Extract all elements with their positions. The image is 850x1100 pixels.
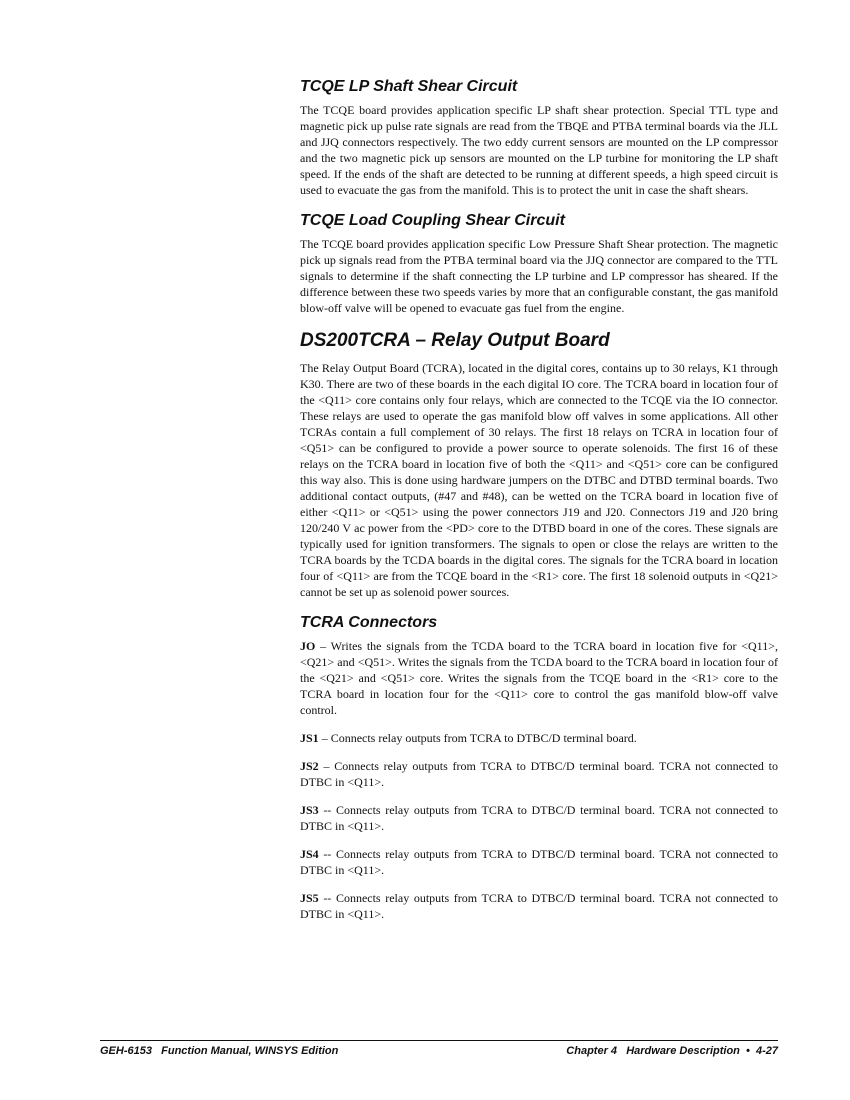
footer-doc-title: GEH-6153 Function Manual, WINSYS Edition bbox=[100, 1045, 339, 1057]
connector-text: Connects relay outputs from TCRA to DTBC/D terminal board. TCRA not connected to DTBC in <Q11>. bbox=[300, 847, 778, 877]
connector-label: JO bbox=[300, 639, 316, 653]
connector-text: Connects relay outputs from TCRA to DTBC/D terminal board. TCRA not connected to DTBC in <Q11>. bbox=[300, 759, 778, 789]
footer-chapter-page: Chapter 4 Hardware Description • 4-27 bbox=[566, 1045, 778, 1057]
connector-label: JS3 bbox=[300, 803, 319, 817]
connector-label: JS2 bbox=[300, 759, 319, 773]
connector-text: Writes the signals from the TCDA board to the TCRA board in location five for <Q11>, <Q21> and <Q51>. Writes the signals from the TCDA board to the TCRA board in location four of the <Q21> and <Q51> core. Writes the signals from the TCQE board in the <R1> core to the TCRA board in location four for the <Q11> core to control the gas manifold blow-off valve control. bbox=[300, 639, 778, 717]
connector-item: JS4 -- Connects relay outputs from TCRA to DTBC/D terminal board. TCRA not connected to DTBC in <Q11>. bbox=[300, 847, 778, 877]
connector-item: JS2 – Connects relay outputs from TCRA to DTBC/D terminal board. TCRA not connected to DTBC in <Q11>. bbox=[300, 759, 778, 789]
connector-label: JS4 bbox=[300, 847, 319, 861]
connector-label: JS5 bbox=[300, 891, 319, 905]
connector-text: Connects relay outputs from TCRA to DTBC/D terminal board. TCRA not connected to DTBC in <Q11>. bbox=[300, 891, 778, 921]
connector-item: JS3 -- Connects relay outputs from TCRA to DTBC/D terminal board. TCRA not connected to DTBC in <Q11>. bbox=[300, 803, 778, 833]
connector-text: Connects relay outputs from TCRA to DTBC/D terminal board. TCRA not connected to DTBC in <Q11>. bbox=[300, 803, 778, 833]
connector-label: JS1 bbox=[300, 731, 319, 745]
section-body: The TCQE board provides application specific LP shaft shear protection. Special TTL type and magnetic pick up pulse rate signals are read from the TBQE and PTBA terminal boards via the JLL and JJQ connectors respectively. The two eddy current sensors are mounted on the LP compressor and the two magnetic pick up sensors are mounted on the LP turbine for monitoring the LP shaft speed. If the ends of the shaft are detected to be running at different speeds, a high speed circuit is used to evacuate the gas from the manifold. This is to protect the unit in case the shaft shears. bbox=[300, 103, 778, 197]
section-body: The TCQE board provides application specific Low Pressure Shaft Shear protection. The magnetic pick up signals read from the PTBA terminal board via the JJQ connector are compared to the TTL signals to determine if the shaft connecting the LP turbine and LP compressor has sheared. If the difference between these two speeds varies by more that an configurable constant, the gas manifold blow-off valve will be opened to evacuate gas fuel from the engine. bbox=[300, 237, 778, 315]
section-heading: TCQE LP Shaft Shear Circuit bbox=[300, 78, 518, 95]
section-relay-output-board bbox=[300, 330, 778, 600]
connector-item: JO – Writes the signals from the TCDA board to the TCRA board in location five for <Q11>, <Q21> and <Q51>. Writes the signals from the TCDA board to the TCRA board in location four of the <Q21> and <Q51> core. Writes the signals from the TCQE board in the <R1> core to the TCRA board in location four for the <Q11> core to control the gas manifold blow-off valve control. bbox=[300, 639, 778, 717]
section-body: The Relay Output Board (TCRA), located in the digital cores, contains up to 30 relays, K1 through K30. There are two of these boards in the each digital IO core. The TCRA board in location four of the <Q11> core contains only four relays, which are connected to the TCQE via the IO connector. These relays are used to operate the gas manifold blow off valves in some applications. All other TCRAs contain a full complement of 30 relays. The first 18 relays on TCRA in location four of <Q51> can be configured to provide a power source to operate solenoids. The first 16 of these relays on the TCRA board in location five of both the <Q11> and <Q51> core can be configured this way also. This is done using hardware jumpers on the DTBC and DTBD terminal boards. Two additional contact outputs, (#47 and #48), can be wetted on the TCRA board in location five of either <Q11> or <Q51> using the power connectors J19 and J20. Connectors J19 and J20 bring 120/240 V ac power from the <PD> core to the DTBD board in one of the cores. These signals are typically used for ignition transformers. The signals to open or close the relays are written to the TCRA boards by the TCDA boards in the digital cores. The signals for the TCRA board in location four of <Q11> are from the TCQE board in the <R1> core. The first 18 solenoid outputs in <Q21> cannot be set up as solenoid power sources. bbox=[300, 361, 778, 599]
connector-item: JS5 -- Connects relay outputs from TCRA to DTBC/D terminal board. TCRA not connected to DTBC in <Q11>. bbox=[300, 891, 778, 921]
connector-text: Connects relay outputs from TCRA to DTBC/D terminal board. bbox=[330, 731, 637, 745]
chapter-heading: DS200TCRA – Relay Output Board bbox=[300, 330, 610, 351]
page-footer bbox=[100, 1040, 778, 1057]
section-tcra-connectors bbox=[300, 614, 778, 922]
section-load-coupling-shear bbox=[300, 212, 778, 316]
section-heading: TCRA Connectors bbox=[300, 614, 438, 631]
section-heading: TCQE Load Coupling Shear Circuit bbox=[300, 212, 565, 229]
page-content bbox=[300, 78, 778, 934]
section-lp-shaft-shear bbox=[300, 78, 778, 198]
connector-item: JS1 – Connects relay outputs from TCRA to DTBC/D terminal board. bbox=[300, 731, 637, 745]
